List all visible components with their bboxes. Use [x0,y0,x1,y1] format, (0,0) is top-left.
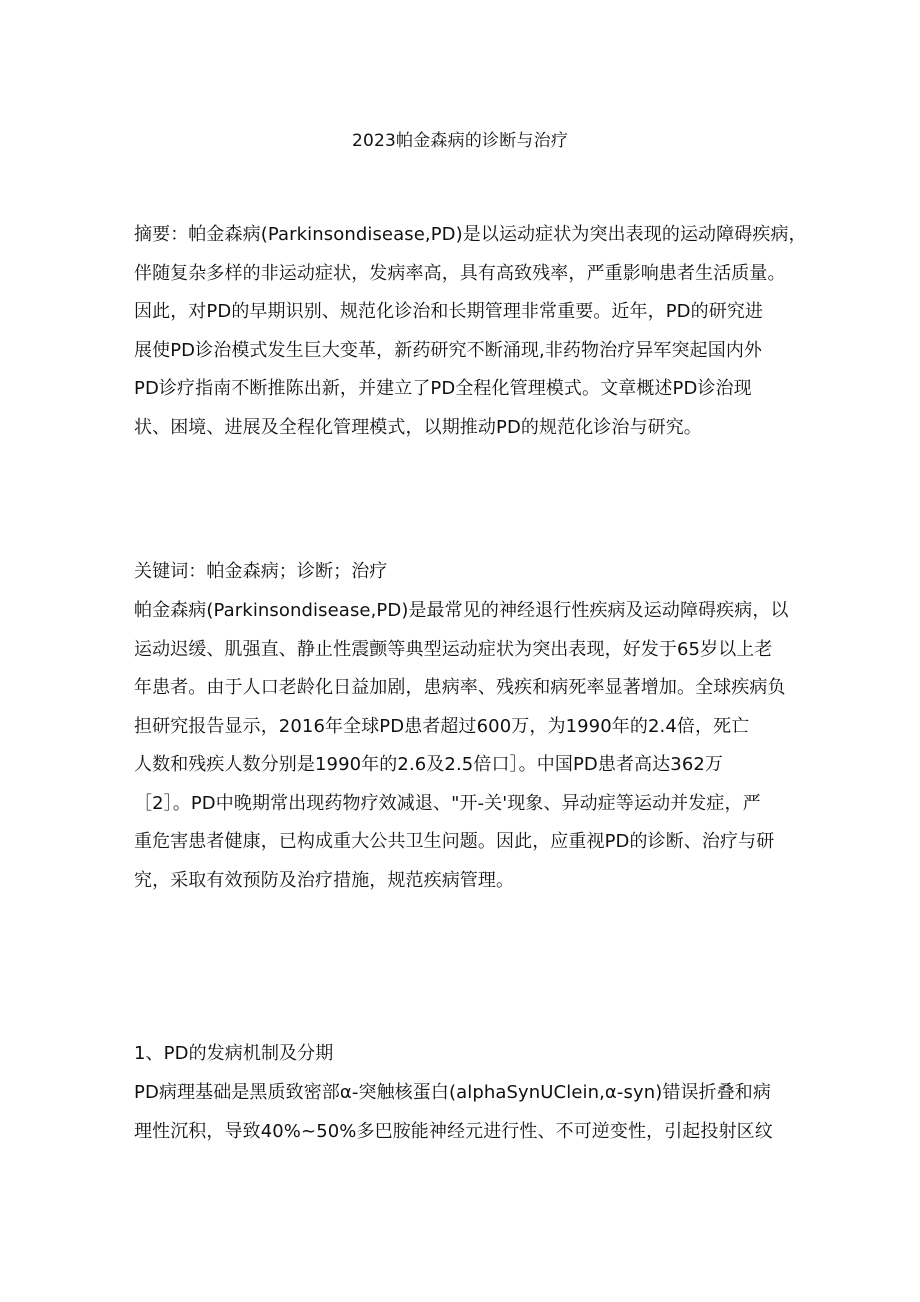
abstract-line: 展使PD诊治模式发生巨大变革，新药研究不断涌现,非药物治疗异军突起国内外 [134,339,763,361]
intro-line: 担研究报告显示，2016年全球PD患者超过600万，为1990年的2.4倍，死亡 [134,715,750,737]
section-heading-text: 1、PD的发病机制及分期 [134,1043,334,1064]
abstract-line: 因此，对PD的早期识别、规范化诊治和长期管理非常重要。近年，PD的研究进 [134,301,764,322]
intro-line: 重危害患者健康，已构成重大公共卫生问题。因此，应重视PD的诊断、治疗与研 [134,831,775,852]
section-heading [134,1035,814,1074]
document-title: 2023帕金森病的诊断与治疗 [351,131,569,151]
section-paragraph [134,1074,814,1151]
abstract-paragraph [134,216,814,447]
section-line: PD病理基础是黑质致密部α-突触核蛋白(alphaSynUClein,α-syn)错误折叠和病 [134,1082,771,1103]
intro-line: 究，采取有效预防及治疗措施，规范疾病管理。 [134,869,515,891]
abstract-line: PD诊疗指南不断推陈出新，并建立了PD全程化管理模式。文章概述PD诊治现 [134,378,752,399]
intro-line: ［2］。PD中晚期常出现药物疗效减退、"开-关'现象、异动症等运动并发症，严 [134,792,761,814]
intro-line: 帕金森病(Parkinsondisease,PD)是最常见的神经退行性疾病及运动障碍疾病，以 [134,600,789,621]
abstract-line: 摘要：帕金森病(Parkinsondisease,PD)是以运动症状为突出表现的运动障碍疾病， [134,224,807,245]
intro-line: 年患者。由于人口老龄化日益加剧，患病率、残疾和病死率显著增加。全球疾病负 [134,677,786,698]
keywords-text: 关键词：帕金森病；诊断；治疗 [134,561,388,582]
section-line: 理性沉积，导致40%~50%多巴胺能神经元进行性、不可逆变性，引起投射区纹 [134,1120,773,1142]
intro-paragraph [134,592,814,900]
abstract-line: 状、困境、进展及全程化管理模式，以期推动PD的规范化诊治与研究。 [134,416,702,438]
abstract-line: 伴随复杂多样的非运动症状，发病率高，具有高致残率，严重影响患者生活质量。 [134,262,786,284]
intro-line: 运动迟缓、肌强直、静止性震颤等典型运动症状为突出表现，好发于65岁以上老 [134,638,773,660]
intro-line: 人数和残疾人数分别是1990年的2.6及2.5倍口］。中国PD患者高达362万 [134,754,724,775]
keywords-line [134,553,814,592]
